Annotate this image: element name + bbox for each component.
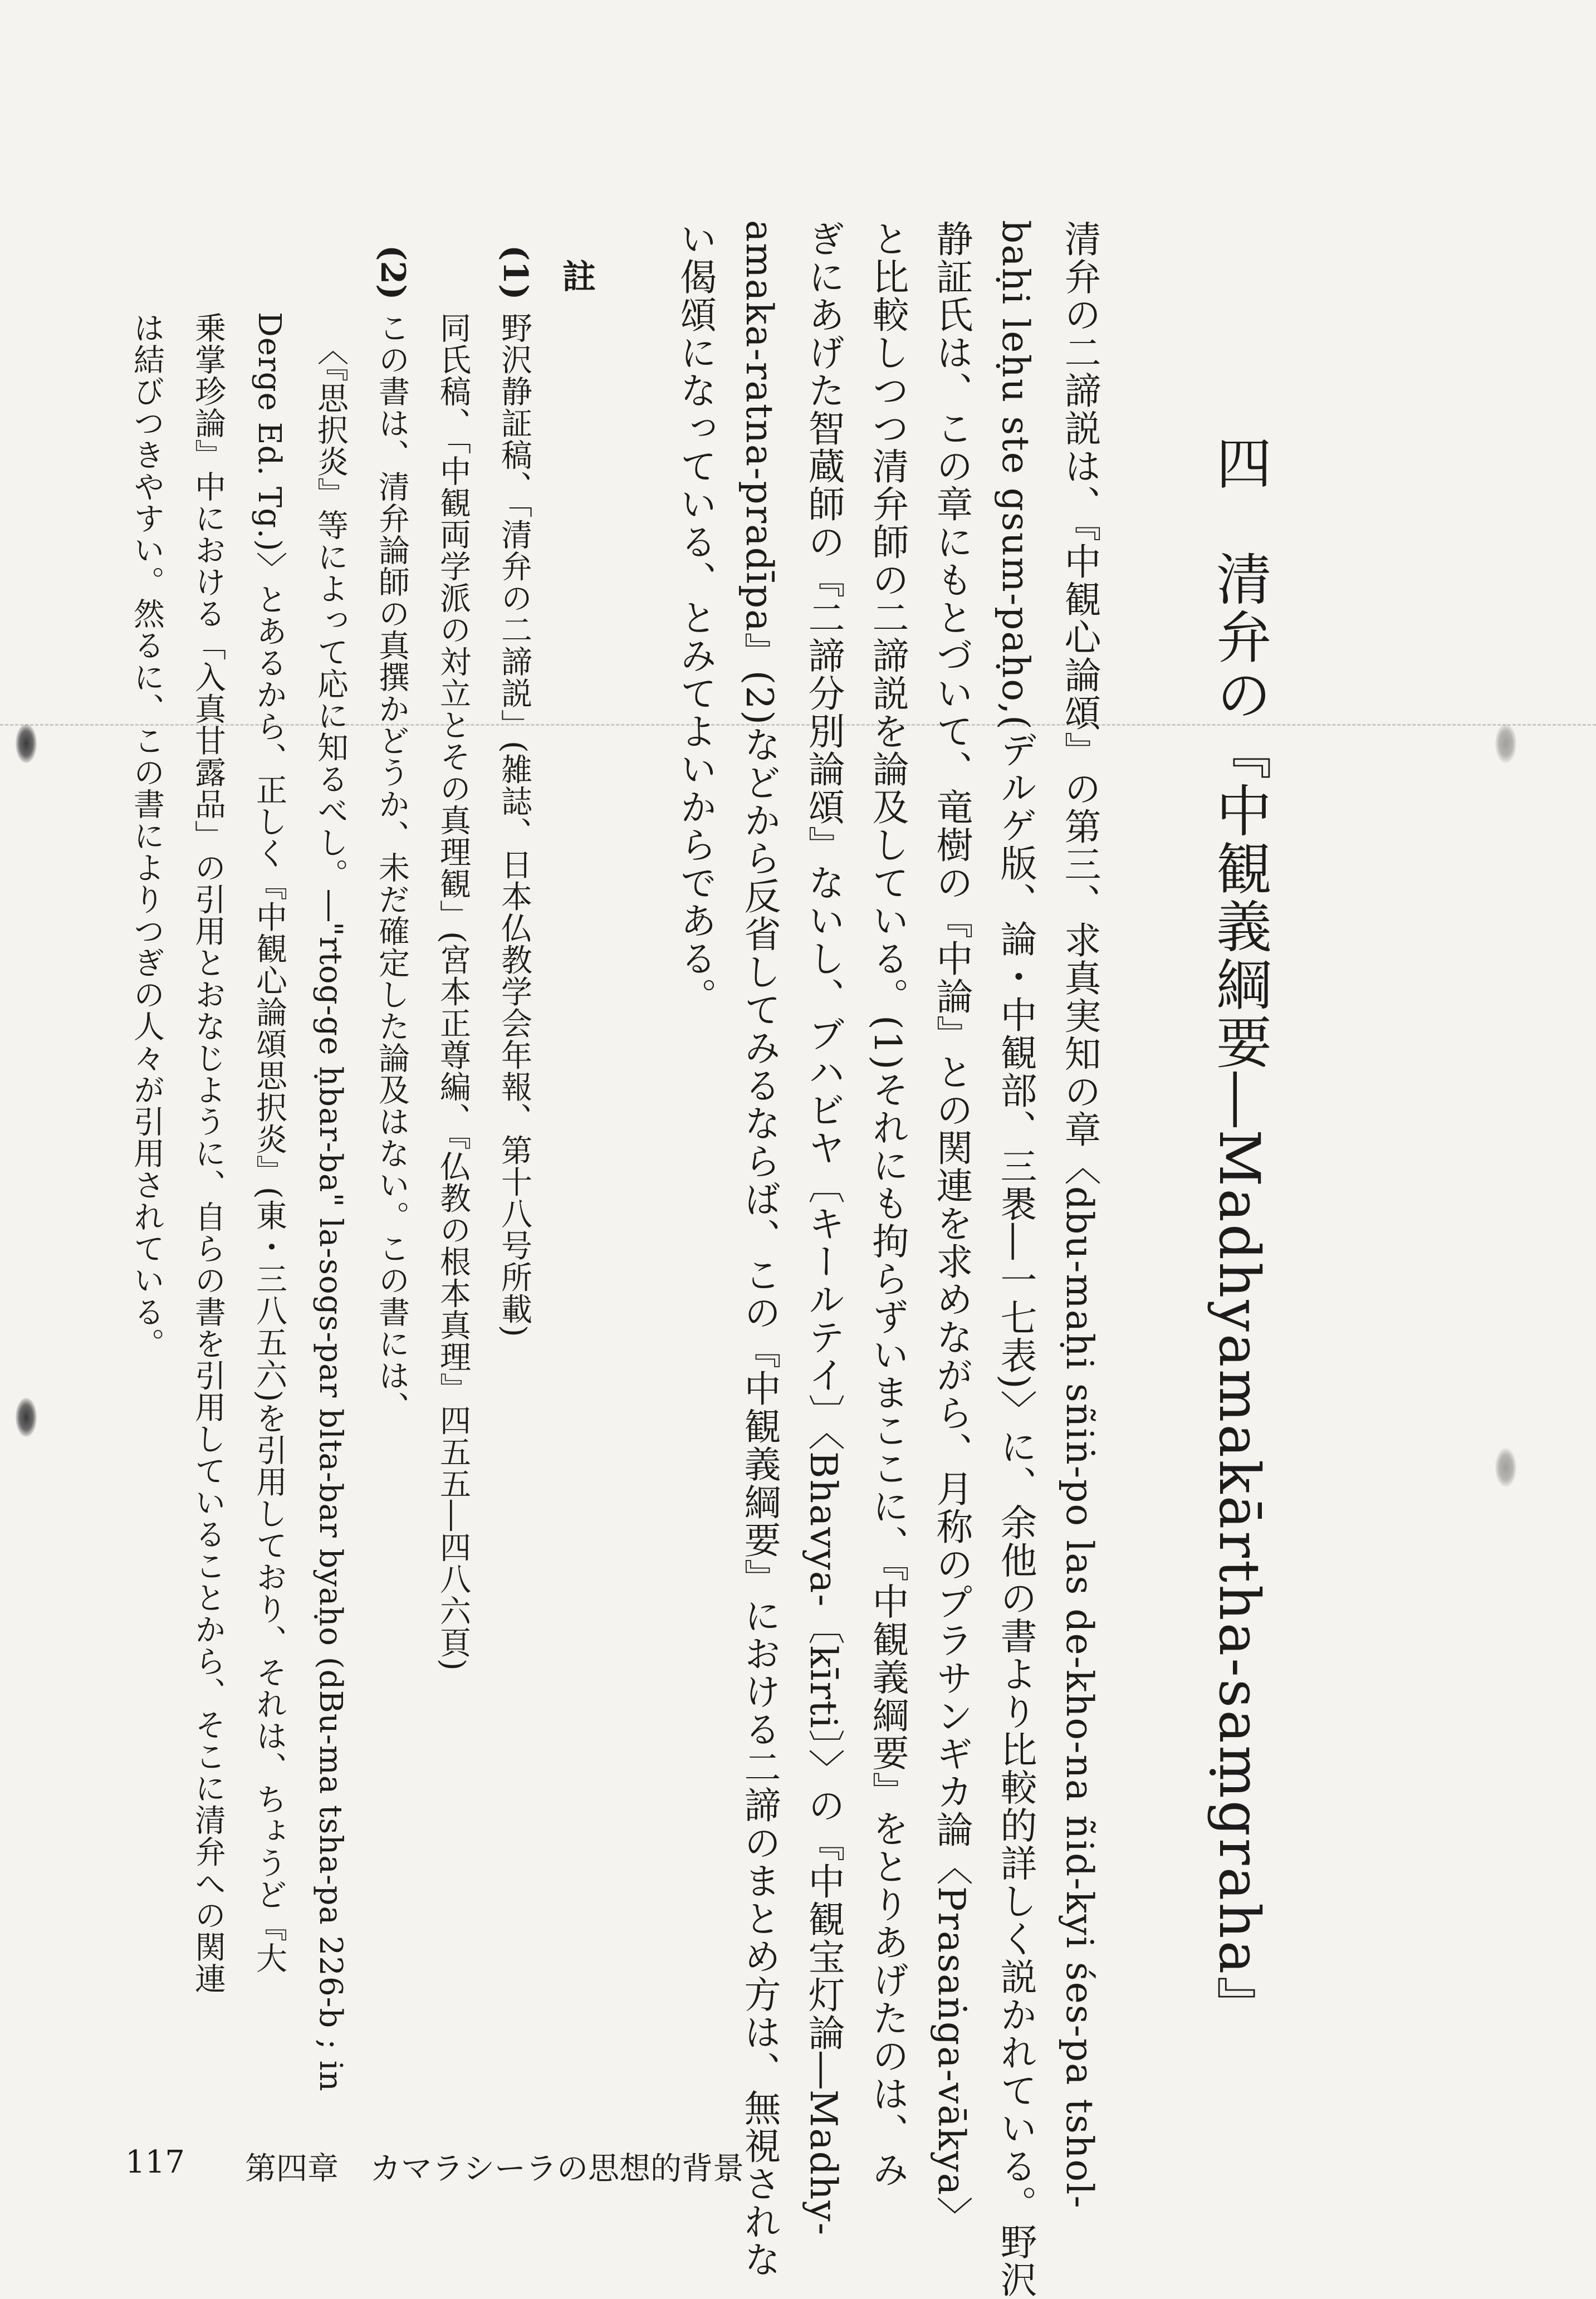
body-line-3: 静証氏は、この章にもとづいて、竜樹の『中論』との関連を求めながら、月称のプラサンギカ論〈Prasaṅga-vākya〉 [930,220,973,2234]
punch-hole-mark-1 [16,724,37,763]
scan-fold-line [0,724,1596,726]
notes-title: 註 [557,259,596,292]
body-line-2: baḥi leḥu ste gsum-paḥo,(デルゲ版、論・中観部、三褁―一七表)〉に、余他の書より比較的詳しく説かれている。野沢 [994,220,1037,2299]
page-number: 117 [125,2144,185,2180]
note-2-line-4: 乗掌珍論』中における「入真甘露品」の引用とおなじように、自らの書を引用していることから、そこに清弁への関連 [190,312,226,1994]
note-1-label: (1) [496,245,535,300]
note-2-line-2: 〈『思択炎』等によって応に知るべし。―"rtog-ge ḥbar-ba" la-sogs-par blta-bar byaḥo (dBu-ma tsha-pa 226-b ; in [312,334,349,2092]
punch-hole-mark-2 [16,1398,37,1437]
note-1-line-2: 同氏稿、「中観両学派の対立とその真理観」(宮本正尊編、『仏教の根本真理』四五五―四八六頁) [435,312,471,1671]
body-line-5: ぎにあげた智蔵師の『二諦分別論頌』ないし、ブハビヤ〔キールテイ〕〈Bhavya-〔kīrti〕〉の『中観宝灯論―Madhy- [802,220,845,2237]
body-line-6: amaka-ratna-pradīpa』(2)などから反省してみるならば、この『中観義綱要』における二諦のまとめ方は、無視されな [738,220,781,2279]
section-heading: 四 清弁の『中観義綱要―Madhyamakārtha-saṃgraha』 [1207,434,1272,2034]
note-2-label: (2) [373,245,412,300]
punch-hole-mark-3 [1495,724,1516,763]
punch-hole-mark-4 [1495,1448,1516,1487]
note-2-line-3: Derge Ed. Tg.)〉とあるから、正しく『中観心論頌思択炎』(東・三八五六)を引用しており、それは、ちょうど『大 [251,312,287,1974]
note-1-line-1: 野沢静証稿、「清弁の二諦説」(雑誌、日本仏教学会年報、第十八号所載) [496,312,532,1338]
body-line-7: い偈頌になっている、とみてよいからである。 [674,220,717,1015]
chapter-running-head: 第四章 カマラシーラの思想的背景 [245,2151,744,2187]
body-line-1: 清弁の二諦説は、『中観心論頌』の第三、求真実知の章〈dbu-maḥi sñiṅ-po las de-kho-na ñid-kyi śes-pa tshol- [1058,220,1101,2209]
note-2-line-5: は結びつきやすい。然るに、この書によりつぎの人々が引用されている。 [129,312,165,1359]
note-2-line-1: この書は、清弁論師の真撰かどうか、未だ確定した論及はない。この書には、 [374,312,410,1423]
body-line-4: と比較しつつ清弁師の二諦説を論及している。(1)それにも拘らずいまここに、『中観義綱要』をとりあげたのは、み [866,220,909,2189]
